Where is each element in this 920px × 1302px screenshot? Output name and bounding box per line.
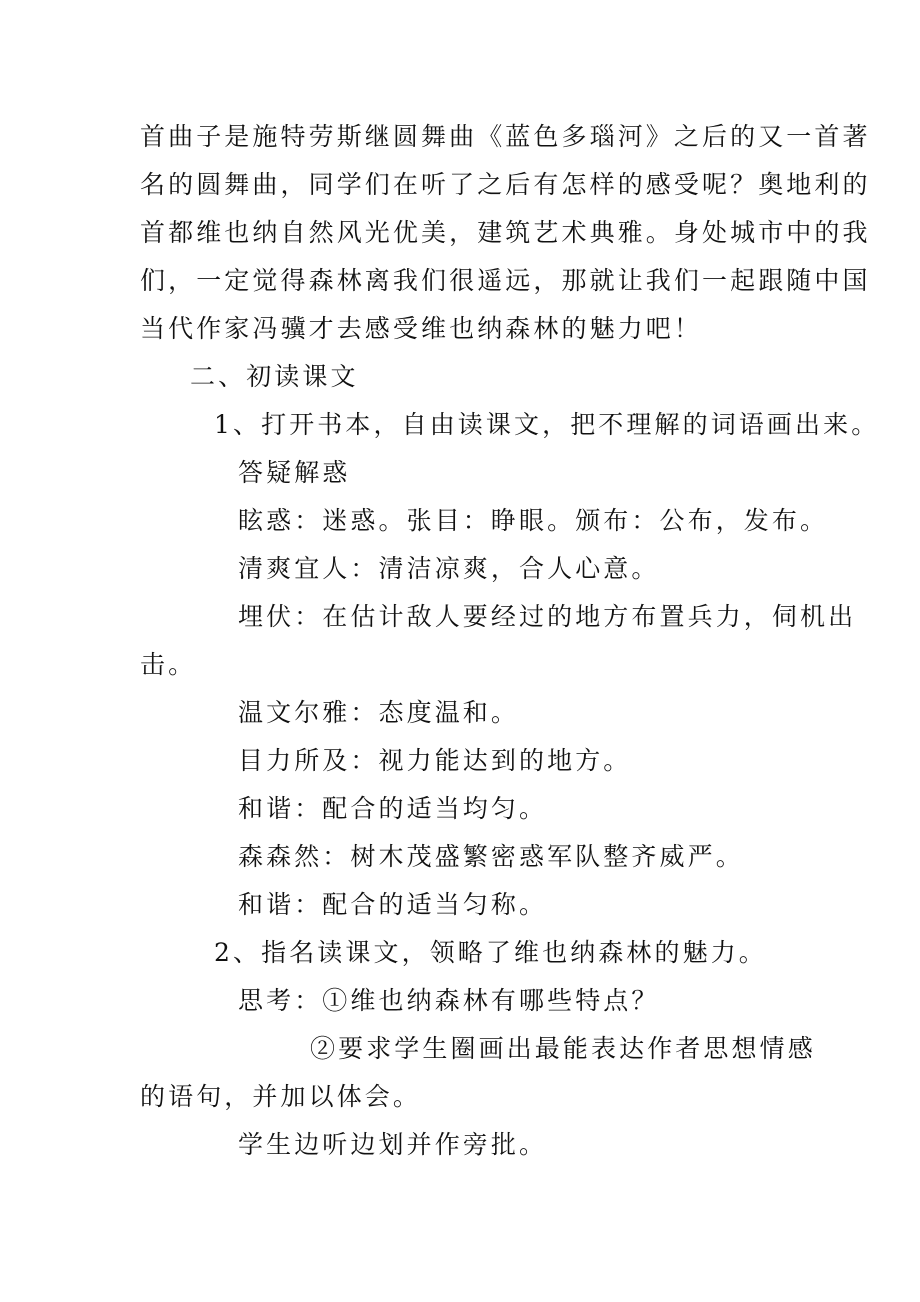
text-line: 清爽宜人：清洁凉爽，合人心意。 xyxy=(238,554,660,583)
text-line: 首都维也纳自然风光优美，建筑艺术典雅。身处城市中的我 xyxy=(140,218,871,247)
text-line: 名的圆舞曲，同学们在听了之后有怎样的感受呢？奥地利的 xyxy=(140,170,871,199)
text-line: 首曲子是施特劳斯继圆舞曲《蓝色多瑙河》之后的又一首著 xyxy=(140,122,871,151)
text-line: 2、指名读课文，领略了维也纳森林的魅力。 xyxy=(214,938,767,967)
text-line: ②要求学生圈画出最能表达作者思想情感 xyxy=(310,1034,816,1063)
text-line: 和谐：配合的适当匀称。 xyxy=(238,890,548,919)
text-line: 的语句，并加以体会。 xyxy=(140,1082,422,1111)
text-line: 森森然：树木茂盛繁密惑军队整齐威严。 xyxy=(238,842,744,871)
text-line: 二、初读课文 xyxy=(190,362,359,391)
text-line: 们，一定觉得森林离我们很遥远，那就让我们一起跟随中国 xyxy=(140,266,871,295)
text-line: 答疑解惑 xyxy=(238,458,351,487)
text-line: 当代作家冯骥才去感受维也纳森林的魅力吧！ xyxy=(140,314,703,343)
text-line: 学生边听边划并作旁批。 xyxy=(238,1130,548,1159)
text-line: 目力所及：视力能达到的地方。 xyxy=(238,746,632,775)
text-line: 思考：①维也纳森林有哪些特点？ xyxy=(238,986,660,1015)
text-line: 埋伏：在估计敌人要经过的地方布置兵力，伺机出 xyxy=(238,602,857,631)
text-line: 眩惑：迷惑。张目：睁眼。颁布：公布，发布。 xyxy=(238,506,829,535)
text-line: 击。 xyxy=(140,650,197,679)
text-line: 温文尔雅：态度温和。 xyxy=(238,698,520,727)
text-line: 1、打开书本，自由读课文，把不理解的词语画出来。 xyxy=(214,410,880,439)
text-line: 和谐：配合的适当均匀。 xyxy=(238,794,548,823)
